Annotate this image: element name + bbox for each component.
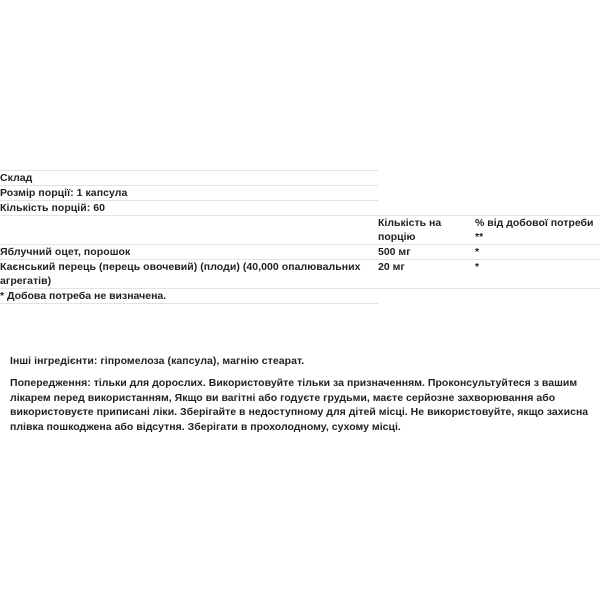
table-row-serving-size — [0, 186, 600, 201]
spacer-cell — [475, 186, 600, 201]
spacer-cell — [378, 201, 475, 216]
table-row — [0, 245, 600, 260]
column-header-amount-per-serving: Кількість на порцію — [378, 216, 475, 245]
table-row — [0, 260, 600, 289]
other-ingredients-text: Інші інгредієнти: гіпромелоза (капсула), магнію стеарат. — [10, 355, 305, 367]
supplement-facts-panel — [0, 170, 600, 304]
table-row-servings-per-container — [0, 201, 600, 216]
ingredient-name: Яблучний оцет, порошок — [0, 245, 378, 260]
spacer-cell — [475, 171, 600, 186]
ingredient-name: Каєнський перець (перець овочевий) (плоди) (40,000 опалювальних агрегатів) — [0, 260, 378, 289]
servings-per-container-label: Кількість порцій: 60 — [0, 201, 378, 216]
table-footnote-row — [0, 289, 600, 304]
daily-value-footnote: * Добова потреба не визначена. — [0, 289, 378, 304]
table-row-serving-intro — [0, 171, 600, 186]
facts-heading: Склад — [0, 171, 378, 186]
serving-size-label: Розмір порції: 1 капсула — [0, 186, 378, 201]
supplement-facts-table — [0, 170, 600, 304]
spacer-cell — [475, 201, 600, 216]
ingredient-daily-value: * — [475, 260, 600, 289]
column-header-daily-value: % від добової потреби ** — [475, 216, 600, 245]
warning-text: Попередження: тільки для дорослих. Використовуйте тільки за призначенням. Проконсультуйтеся з вашим лікарем перед використанням, Якщо ви вагітні або годуєте грудьми, маєте серйозне захворювання або використовуєте приписані ліки. Зберігайте в недоступному для дітей місці. Не використовуйте, якщо захисна плівка пошкоджена або відсутня. Зберігати в прохолодному, сухому місці. — [10, 377, 589, 433]
spacer-cell — [378, 186, 475, 201]
column-header-name — [0, 216, 378, 245]
table-header-row — [0, 216, 600, 245]
spacer-cell — [378, 289, 475, 304]
ingredient-daily-value: * — [475, 245, 600, 260]
spacer-cell — [475, 289, 600, 304]
ingredient-amount: 500 мг — [378, 245, 475, 260]
spacer-cell — [378, 171, 475, 186]
ingredient-amount: 20 мг — [378, 260, 475, 289]
